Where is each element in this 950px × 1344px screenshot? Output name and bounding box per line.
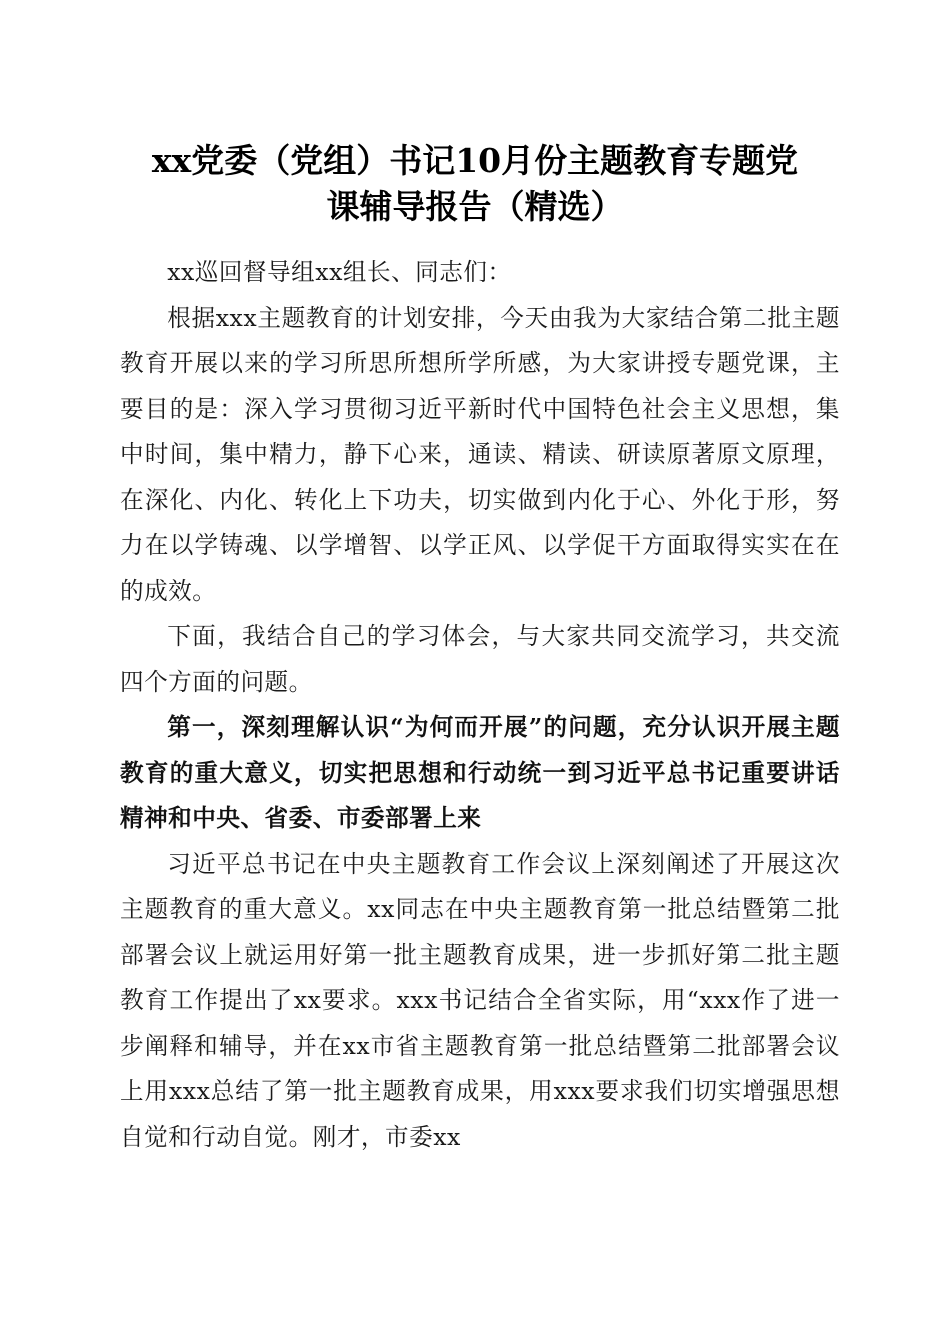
document-body — [120, 250, 840, 1160]
title-line-2: 课辅导报告（精选） — [326, 187, 624, 226]
body-paragraph: 根据xxx主题教育的计划安排，今天由我为大家结合第二批主题教育开展以来的学习所思所想所学所感，为大家讲授专题党课，主要目的是：深入学习贯彻习近平新时代中国特色社会主义思想，集中时间，集中精力，静下心来，通读、精读、研读原著原文原理，在深化、内化、转化上下功夫，切实做到内化于心、外化于形，努力在以学铸魂、以学增智、以学正风、以学促干方面取得实实在在的成效。 — [120, 303, 840, 605]
title-line-1: xx党委（党组）书记10月份主题教育专题党 — [151, 141, 799, 180]
salutation-paragraph: xx巡回督导组xx组长、同志们： — [167, 258, 512, 286]
body-paragraph: 习近平总书记在中央主题教育工作会议上深刻阐述了开展这次主题教育的重大意义。xx同志在中央主题教育第一批总结暨第二批部署会议上就运用好第一批主题教育成果，进一步抓好第二批主题教育工作提出了xx要求。xxx书记结合全省实际，用“xxx作了进一步阐释和辅导，并在xx市省主题教育第一批总结暨第二批部署会议上用xxx总结了第一批主题教育成果，用xxx要求我们切实增强思想自觉和行动自觉。刚才，市委xx — [120, 849, 840, 1151]
document-title — [100, 138, 850, 230]
body-paragraph: 下面，我结合自己的学习体会，与大家共同交流学习，共交流四个方面的问题。 — [120, 622, 840, 696]
section-heading: 第一，深刻理解认识“为何而开展”的问题，充分认识开展主题教育的重大意义，切实把思想和行动统一到习近平总书记重要讲话精神和中央、省委、市委部署上来 — [120, 713, 840, 832]
